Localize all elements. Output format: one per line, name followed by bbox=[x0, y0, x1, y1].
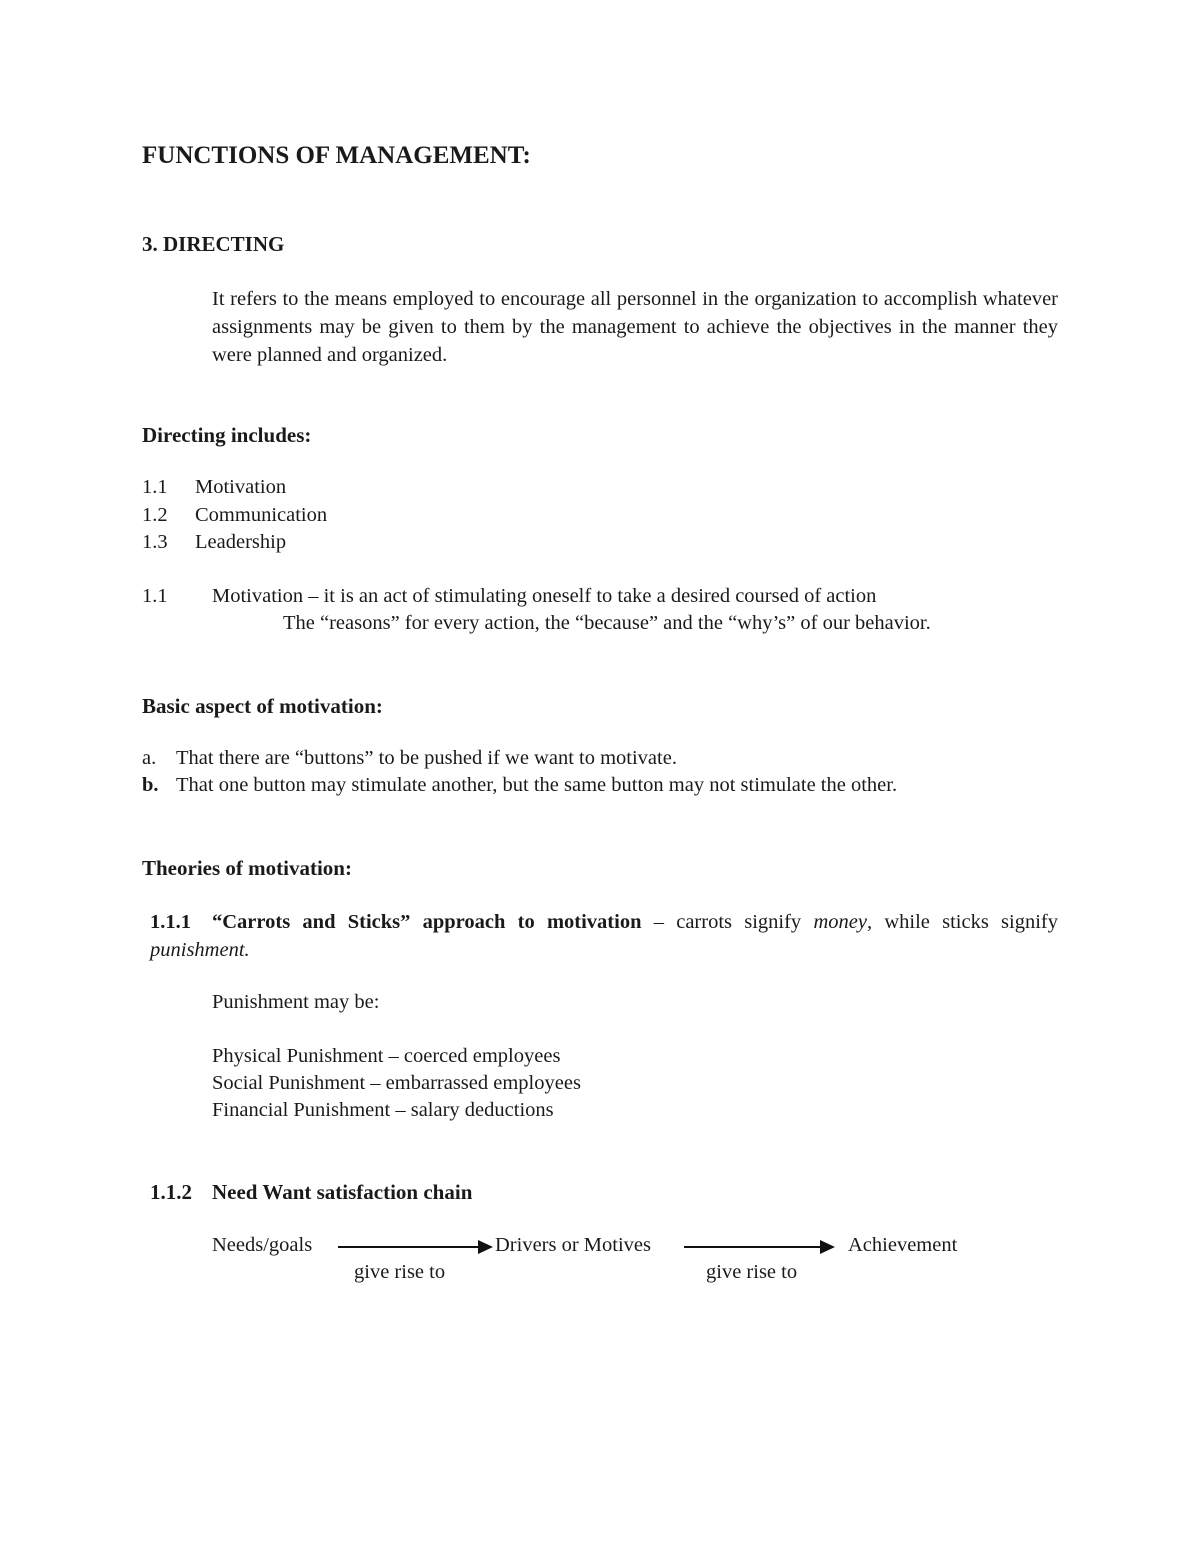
theory-2-title: Need Want satisfaction chain bbox=[212, 1180, 473, 1204]
theory-1-text-b: , while sticks signify bbox=[866, 911, 1058, 933]
theory-1-punishment: punishment. bbox=[150, 939, 250, 961]
chain-arrow-label: give rise to bbox=[706, 1261, 798, 1283]
includes-heading: Directing includes: bbox=[142, 423, 312, 447]
list-item-letter: a. bbox=[142, 747, 157, 769]
list-item-label: Motivation bbox=[195, 476, 287, 498]
basic-aspect-heading: Basic aspect of motivation: bbox=[142, 694, 383, 718]
motivation-line-1: Motivation – it is an act of stimulating oneself to take a desired coursed of action bbox=[212, 585, 877, 607]
list-item bbox=[142, 531, 286, 554]
theory-2-heading bbox=[150, 1180, 472, 1205]
punishment-item: Physical Punishment – coerced employees bbox=[212, 1045, 561, 1067]
list-item-text: That one button may stimulate another, but the same button may not stimulate the other. bbox=[176, 774, 898, 796]
theory-1-money: money bbox=[813, 911, 867, 933]
page-title: FUNCTIONS OF MANAGEMENT: bbox=[142, 142, 531, 169]
list-item bbox=[142, 504, 327, 527]
chain-node-achievement: Achievement bbox=[848, 1234, 958, 1256]
list-item-text: That there are “buttons” to be pushed if we want to motivate. bbox=[176, 747, 677, 769]
theory-1 bbox=[150, 908, 1058, 964]
chain-arrow-1 bbox=[338, 1238, 494, 1256]
motivation-definition bbox=[142, 585, 876, 608]
list-item bbox=[142, 476, 286, 499]
list-item-label: Leadership bbox=[195, 531, 287, 553]
theories-heading: Theories of motivation: bbox=[142, 856, 352, 880]
punishment-item: Financial Punishment – salary deductions bbox=[212, 1099, 554, 1121]
chain-arrow-label: give rise to bbox=[354, 1261, 446, 1283]
motivation-number: 1.1 bbox=[142, 585, 168, 607]
chain-node-needs: Needs/goals bbox=[212, 1234, 313, 1256]
punishment-intro: Punishment may be: bbox=[212, 991, 380, 1013]
theory-1-title: “Carrots and Sticks” approach to motivation bbox=[212, 911, 642, 933]
list-item-number: 1.1 bbox=[142, 476, 168, 498]
list-item-letter: b. bbox=[142, 774, 159, 796]
theory-2-number: 1.1.2 bbox=[150, 1180, 192, 1204]
list-item-label: Communication bbox=[195, 504, 328, 526]
punishment-item: Social Punishment – embarrassed employees bbox=[212, 1072, 581, 1094]
list-item-number: 1.2 bbox=[142, 504, 168, 526]
list-item bbox=[142, 747, 677, 770]
list-item-number: 1.3 bbox=[142, 531, 168, 553]
motivation-line-2: The “reasons” for every action, the “because” and the “why’s” of our behavior. bbox=[283, 612, 931, 634]
theory-1-number: 1.1.1 bbox=[150, 911, 191, 933]
section-heading: 3. DIRECTING bbox=[142, 232, 285, 256]
definition-paragraph: It refers to the means employed to encourage all personnel in the organization to accomplish whatever assignments may be given to them by the management to achieve the objectives in the manner they were planned and organized. bbox=[212, 288, 1058, 366]
chain-arrow-2 bbox=[684, 1238, 836, 1256]
list-item bbox=[142, 774, 897, 797]
theory-1-text-a: – carrots signify bbox=[641, 911, 814, 933]
chain-node-drivers: Drivers or Motives bbox=[495, 1234, 652, 1256]
